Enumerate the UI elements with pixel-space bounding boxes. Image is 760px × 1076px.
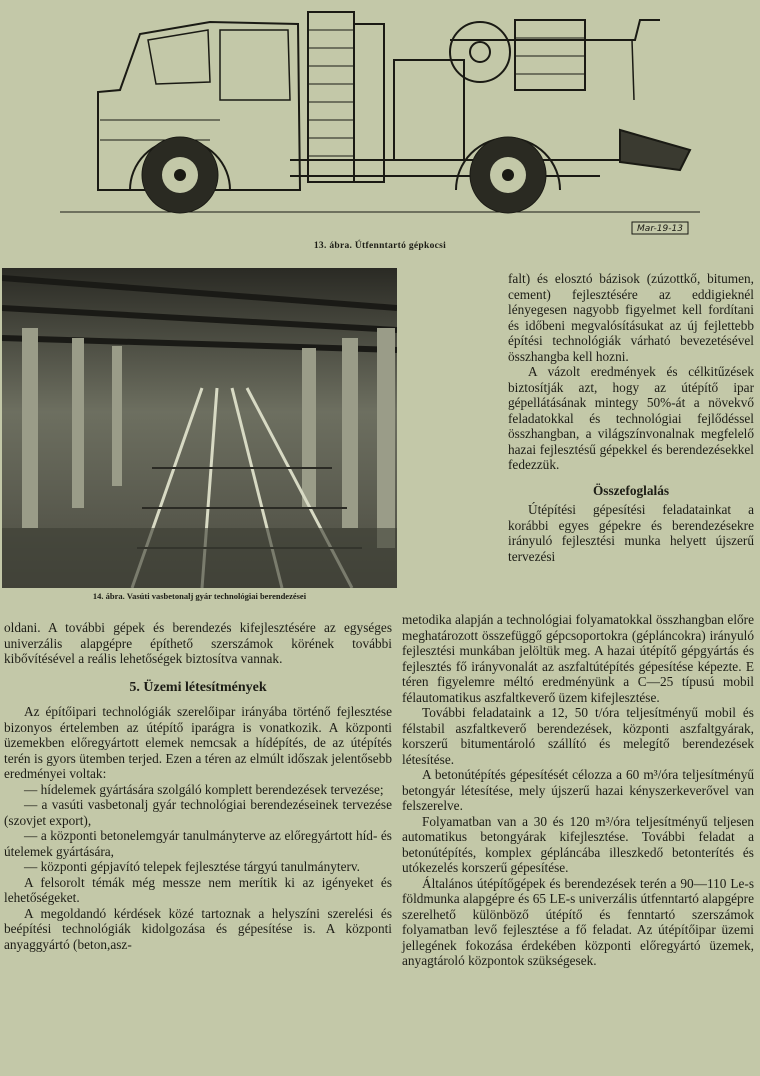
paragraph: falt) és elosztó bázisok (zúzottkő, bitumen, cement) fejlesztésére az eddigieknél lényegesen nagyobb figyelmet kell fordítani és időbeni megvalósításukat az új fejlettebb építési technológiák várható bevezetésével összhangba kell hozni. (508, 271, 754, 364)
paragraph: Általános útépítőgépek és berendezések terén a 90—110 Le-s földmunka alapgépre és 65 LE-s univerzális útfenntartó alapgépre szerelhető különböző útépítő és fenntartó szerszámok folyamatban levő fejlesztése a fő feladat. Az útépítőipar üzemi jellegének fokozása érdekében központi előregyártó üzemek, anyagtároló központok szükségesek. (402, 875, 754, 968)
list-item: — központi gépjavító telepek fejlesztése tárgyú tanulmányterv. (24, 859, 361, 874)
paragraph: A megoldandó kérdések közé tartoznak a helyszíni szerelési és beépítési technológiák kidolgozása és gépesítése is. A központi anyaggyártó (beton,asz- (4, 905, 392, 952)
paragraph: A vázolt eredmények és célkitűzések biztosítják azt, hogy az útépítő ipar gépellátásának mintegy 50%-át a növekvő feladatokkal és technológiai fejlődéssel összhangban, a világszínvonalnak megfelelő hazai fejlesztésű gépekkel és berendezésekkel fedezzük. (508, 364, 754, 472)
list-item: — a központi betonelemgyár tanulmányterve az előregyártott híd- és útelemek gyártására, (4, 828, 392, 859)
summary-heading: Összefoglalás (592, 482, 670, 498)
paragraph: metodika alapján a technológiai folyamatokkal összhangban előre meghatározott összefüggő gépcsoportokra (gépláncokra) irányuló fejlesztési munkában jelöltük meg. A hazai útépítő gépgyártás és fejlesztés fő irányvonalát az aszfaltútépítés gépesítése képezte. E téren figyelemre méltó eredményünk a C—25 típusú mobil félautomatikus aszfaltkeverő üzem kifejlesztése. (402, 612, 754, 705)
left-column (4, 620, 392, 952)
right-column-top (508, 271, 754, 564)
paragraph: Folyamatban van a 30 és 120 m³/óra teljesítményű teljesen automatikus betongyárak kifejlesztése. További feladat a betonútépítés, komplex gépláncába illeszkedő betonterítés és utókezelés korszerű gépesítése. (402, 813, 754, 875)
paragraph: oldani. A további gépek és berendezés kifejlesztésére az egységes univerzális alapgépre építhető szerszámok körének további kibővítésével a reális lehetőségek biztosítva vannak. (4, 620, 392, 666)
figure-stamp: Mar-19-13 (637, 224, 683, 234)
paragraph: További feladataink a 12, 50 t/óra teljesítményű mobil és félstabil aszfaltkeverő berendezések, központi aszfaltgyárak, korszerű bitumentároló szállító és melegítő berendezések létesítése. (402, 705, 754, 767)
paragraph: Az építőipari technológiák szerelőipar irányába történő fejlesztése bizonyos értelemben az útépítő iparágra is vonatkozik. A központi üzemekben előregyártott elemek nemcsak a hídépítés, de az útépítés terén is gyors ütemben terjed. Ezen a téren az elmúlt időszak jelentősebb eredményei voltak: (4, 704, 392, 781)
figure-13-caption: 13. ábra. Útfenntartó gépkocsi (313, 241, 447, 251)
list-item: — a vasúti vasbetonalj gyár technológiai berendezéseinek tervezése (szovjet export), (4, 797, 392, 828)
summary-intro: Útépítési gépesítési feladatainkat a korábbi egyes gépekre és berendezésekre irányuló fejlesztési munka helyett újszerű tervezési (508, 502, 754, 564)
section-heading: 5. Üzemi létesítmények (129, 679, 267, 695)
truck-figure (60, 0, 700, 236)
paragraph: A felsorolt témák még messze nem merítik ki az igényeket és lehetőségeket. (4, 874, 392, 905)
list-item: — hídelemek gyártására szolgáló komplett berendezések tervezése; (24, 781, 384, 797)
paragraph: A betonútépítés gépesítését célozza a 60 m³/óra teljesítményű betongyár létesítése, mely újszerű hazai kényszerkeverővel van felszerelve. (402, 767, 754, 813)
right-column-bottom (402, 612, 754, 969)
figure-14-caption: 14. ábra. Vasúti vasbetonalj gyár technológiai berendezései (92, 591, 307, 601)
factory-photo (2, 268, 397, 588)
